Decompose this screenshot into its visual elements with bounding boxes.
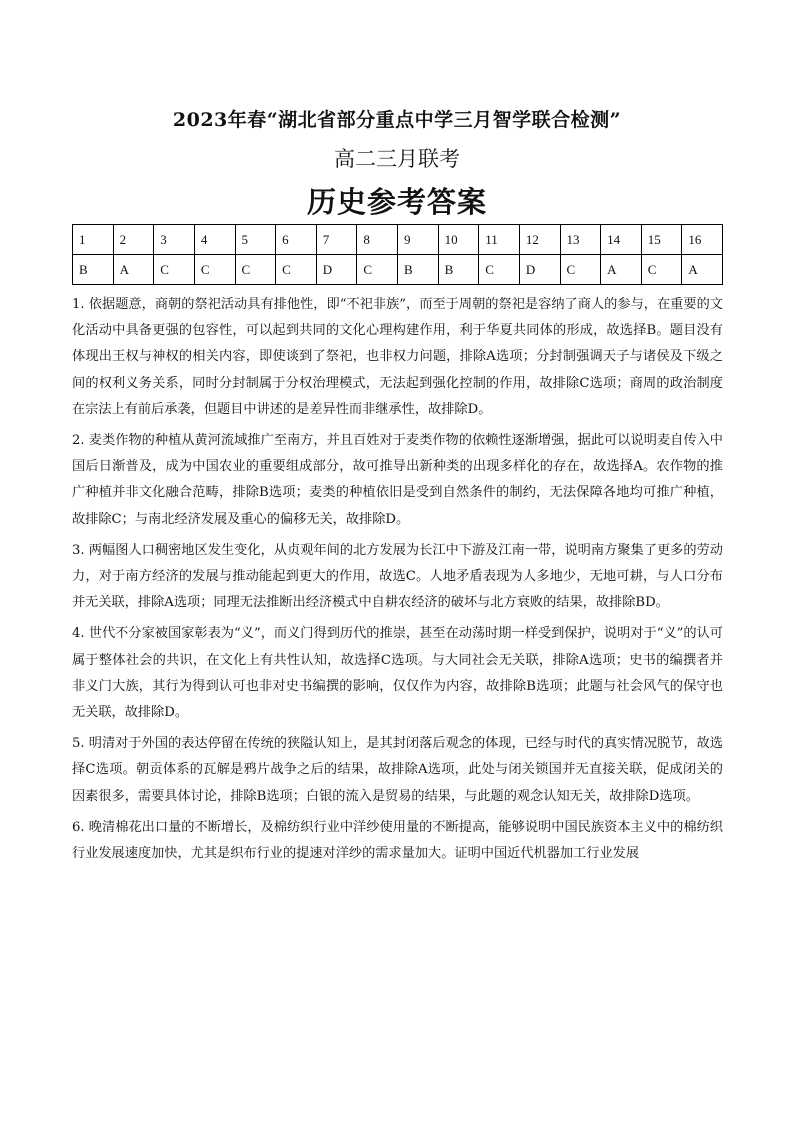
- answer-cell: D: [316, 255, 357, 285]
- answer-cell: A: [113, 255, 154, 285]
- question-number-cell: 10: [438, 225, 479, 255]
- answer-cell: B: [398, 255, 439, 285]
- answer-cell: C: [194, 255, 235, 285]
- answer-cell: C: [276, 255, 317, 285]
- document-title: 历史参考答案: [306, 185, 487, 219]
- explanation-paragraph: 2. 麦类作物的种植从黄河流域推广至南方，并且百姓对于麦类作物的依赖性逐渐增强，据此可以说明麦自传入中国后日渐普及，成为中国农业的重要组成部分，故可推导出新种类的出现多样化的存在，故选择A。农作物的推广种植并非文化融合范畴，排除B选项；麦类的种植依旧是受到自然条件的制约，无法保障各地均可推广种植，故排除C；与南北经济发展及重心的偏移无关，故排除D。: [72, 433, 723, 527]
- question-number-cell: 6: [276, 225, 317, 255]
- question-number-cell: 16: [682, 225, 723, 255]
- exam-title: 2023年春“湖北省部分重点中学三月智学联合检测”: [172, 109, 622, 131]
- question-number-cell: 7: [316, 225, 357, 255]
- answer-cell: C: [357, 255, 398, 285]
- answer-cell: C: [479, 255, 520, 285]
- question-number-cell: 13: [560, 225, 601, 255]
- question-number-cell: 5: [235, 225, 276, 255]
- question-number-cell: 1: [73, 225, 114, 255]
- question-number-cell: 12: [519, 225, 560, 255]
- question-number-cell: 14: [601, 225, 642, 255]
- answer-cell: C: [560, 255, 601, 285]
- answer-cell: C: [641, 255, 682, 285]
- question-number-cell: 15: [641, 225, 682, 255]
- answer-cell: D: [519, 255, 560, 285]
- answer-cell: C: [154, 255, 195, 285]
- answer-cell: B: [73, 255, 114, 285]
- explanation-paragraph: 1. 依据题意，商朝的祭祀活动具有排他性，即“不祀非族”，而至于周朝的祭祀是容纳了商人的参与，在重要的文化活动中具备更强的包容性，可以起到共同的文化心理构建作用，利于华夏共同体的形成，故选择B。题目没有体现出王权与神权的相关内容，即使谈到了祭祀，也非权力问题，排除A选项；分封制强调天子与诸侯及下级之间的权利义务关系，同时分封制属于分权治理模式，无法起到强化控制的作用，故排除C选项；商周的政治制度在宗法上有前后承袭，但题目中讲述的是差异性而非继承性，故排除D。: [72, 297, 723, 417]
- answer-table-number-row: [73, 225, 723, 255]
- question-number-cell: 3: [154, 225, 195, 255]
- question-number-cell: 11: [479, 225, 520, 255]
- answer-cell: A: [601, 255, 642, 285]
- explanation-paragraph: 3. 两幅图人口稠密地区发生变化，从贞观年间的北方发展为长江中下游及江南一带，说明南方聚集了更多的劳动力，对于南方经济的发展与推动能起到更大的作用，故选C。人地矛盾表现为人多地少，无地可耕，与人口分布并无关联，排除A选项；同理无法推断出经济模式中自耕农经济的破坏与北方衰败的结果，故排除BD。: [72, 542, 723, 611]
- answer-cell: C: [235, 255, 276, 285]
- explanation-paragraph: 4. 世代不分家被国家彰表为“义”，而义门得到历代的推崇，甚至在动荡时期一样受到保护，说明对于“义”的认可属于整体社会的共识，在文化上有共性认知，故选择C选项。与大同社会无关联，排除A选项；史书的编撰者并非义门大族，其行为得到认可也非对史书编撰的影响，仅仅作为内容，故排除B选项；此题与社会风气的保守也无关联，故排除D。: [72, 626, 723, 721]
- explanation-paragraph: 5. 明清对于外国的表达停留在传统的狭隘认知上，是其封闭落后观念的体现，已经与时代的真实情况脱节，故选择C选项。朝贡体系的瓦解是鸦片战争之后的结果，故排除A选项，此处与闭关锁国并无直接关联，促成闭关的因素很多，需要具体讨论，排除B选项；白银的流入是贸易的结果，与此题的观念认知无关，故排除D选项。: [72, 736, 723, 804]
- answer-table-answer-row: [73, 255, 723, 285]
- question-number-cell: 2: [113, 225, 154, 255]
- answer-cell: B: [438, 255, 479, 285]
- answer-table: [72, 224, 723, 285]
- explanation-paragraph: 6. 晚清棉花出口量的不断增长，及棉纺织行业中洋纱使用量的不断提高，能够说明中国民族资本主义中的棉纺织行业发展速度加快，尤其是织布行业的提速对洋纱的需求量加大。证明中国近代机器加工行业发展: [72, 819, 723, 862]
- explanations-section: [72, 292, 723, 872]
- exam-subtitle: 高二三月联考: [334, 147, 460, 171]
- question-number-cell: 4: [194, 225, 235, 255]
- answer-cell: A: [682, 255, 723, 285]
- question-number-cell: 8: [357, 225, 398, 255]
- question-number-cell: 9: [398, 225, 439, 255]
